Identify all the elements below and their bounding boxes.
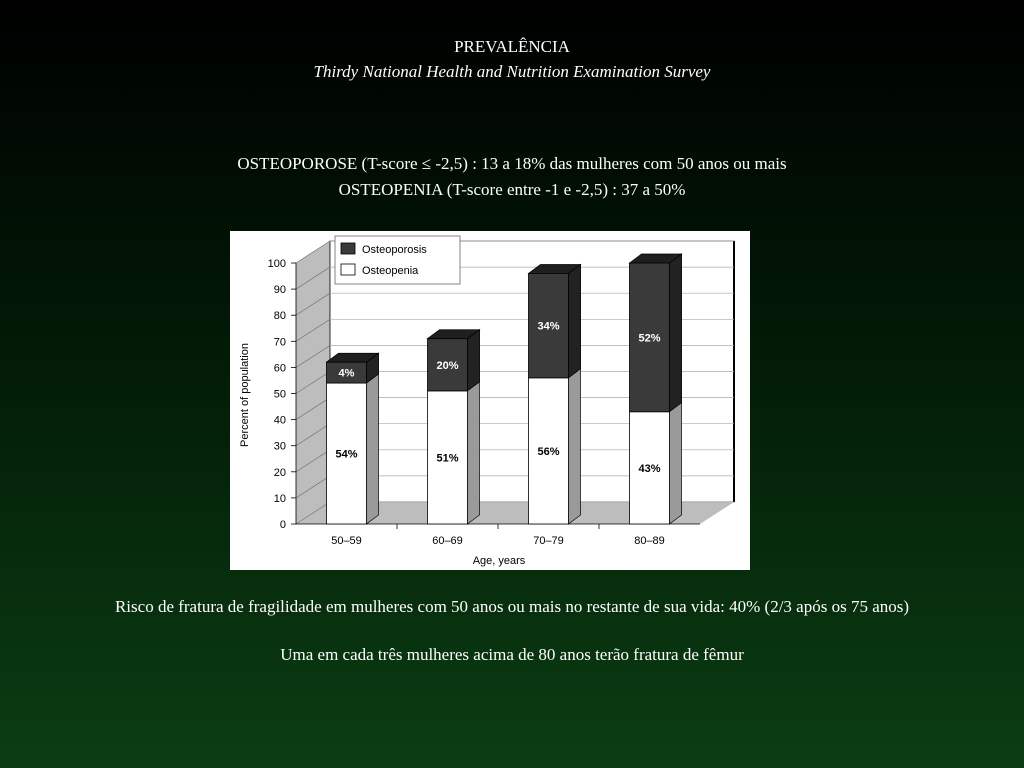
x-category-label: 70–79 bbox=[533, 535, 564, 547]
bar-label-osteopenia: 54% bbox=[335, 448, 358, 461]
y-tick-label: 10 bbox=[273, 492, 286, 505]
bar-group-70–79 bbox=[529, 264, 581, 524]
osteopenia-line: OSTEOPENIA (T-score entre -1 e -2,5) : 37 a 50% bbox=[338, 180, 686, 199]
slide-subtitle: Thirdy National Health and Nutrition Examination Survey bbox=[313, 62, 711, 81]
x-category-label: 50–59 bbox=[331, 535, 362, 547]
x-axis-categories bbox=[331, 524, 665, 547]
bar-chart bbox=[230, 231, 750, 570]
bar-label-osteopenia: 51% bbox=[436, 452, 459, 465]
slide-title: PREVALÊNCIA bbox=[454, 37, 570, 56]
bar-group-80–89 bbox=[630, 254, 682, 524]
y-tick-label: 20 bbox=[273, 466, 286, 479]
y-tick-label: 90 bbox=[273, 284, 286, 297]
y-tick-label: 80 bbox=[273, 310, 286, 323]
legend-swatch-osteoporosis bbox=[341, 243, 355, 254]
legend-swatch-osteopenia bbox=[341, 264, 355, 275]
x-axis-title: Age, years bbox=[472, 555, 526, 567]
bar-side-osteoporosis bbox=[468, 330, 480, 391]
legend-label-osteopenia: Osteopenia bbox=[362, 265, 419, 277]
osteoporose-line: OSTEOPOROSE (T-score ≤ -2,5) : 13 a 18% das mulheres com 50 anos ou mais bbox=[237, 154, 787, 173]
y-tick-label: 70 bbox=[273, 336, 286, 349]
bar-label-osteopenia: 56% bbox=[537, 445, 560, 458]
fracture-risk-line: Risco de fratura de fragilidade em mulheres com 50 anos ou mais no restante de sua vida: 40% (2/3 após os 75 anos) bbox=[114, 597, 910, 616]
y-tick-label: 50 bbox=[273, 388, 286, 401]
bar-label-osteopenia: 43% bbox=[638, 462, 661, 475]
x-category-label: 60–69 bbox=[432, 535, 463, 547]
legend bbox=[335, 236, 460, 284]
y-tick-label: 60 bbox=[273, 362, 286, 375]
bar-group-60–69 bbox=[428, 330, 480, 524]
bar-group-50–59 bbox=[327, 353, 379, 524]
femur-fracture-line: Uma em cada três mulheres acima de 80 anos terão fratura de fêmur bbox=[280, 645, 744, 664]
y-tick-label: 30 bbox=[273, 440, 286, 453]
bar-label-osteoporosis: 20% bbox=[436, 359, 459, 372]
y-tick-label: 0 bbox=[279, 519, 286, 531]
x-category-label: 80–89 bbox=[634, 535, 665, 547]
legend-item-osteoporosis bbox=[341, 243, 427, 256]
legend-item-osteopenia bbox=[341, 264, 419, 277]
bar-label-osteoporosis: 34% bbox=[537, 320, 560, 333]
legend-label-osteoporosis: Osteoporosis bbox=[362, 244, 427, 256]
bar-side-osteoporosis bbox=[569, 264, 581, 377]
bar-side-osteoporosis bbox=[670, 254, 682, 412]
y-tick-label: 40 bbox=[273, 414, 286, 427]
bar-label-osteoporosis: 52% bbox=[638, 332, 661, 345]
y-axis-title: Percent of population bbox=[239, 343, 251, 447]
y-tick-label: 100 bbox=[267, 258, 286, 270]
chart-container bbox=[230, 231, 750, 570]
bar-label-osteoporosis: 4% bbox=[338, 367, 355, 380]
